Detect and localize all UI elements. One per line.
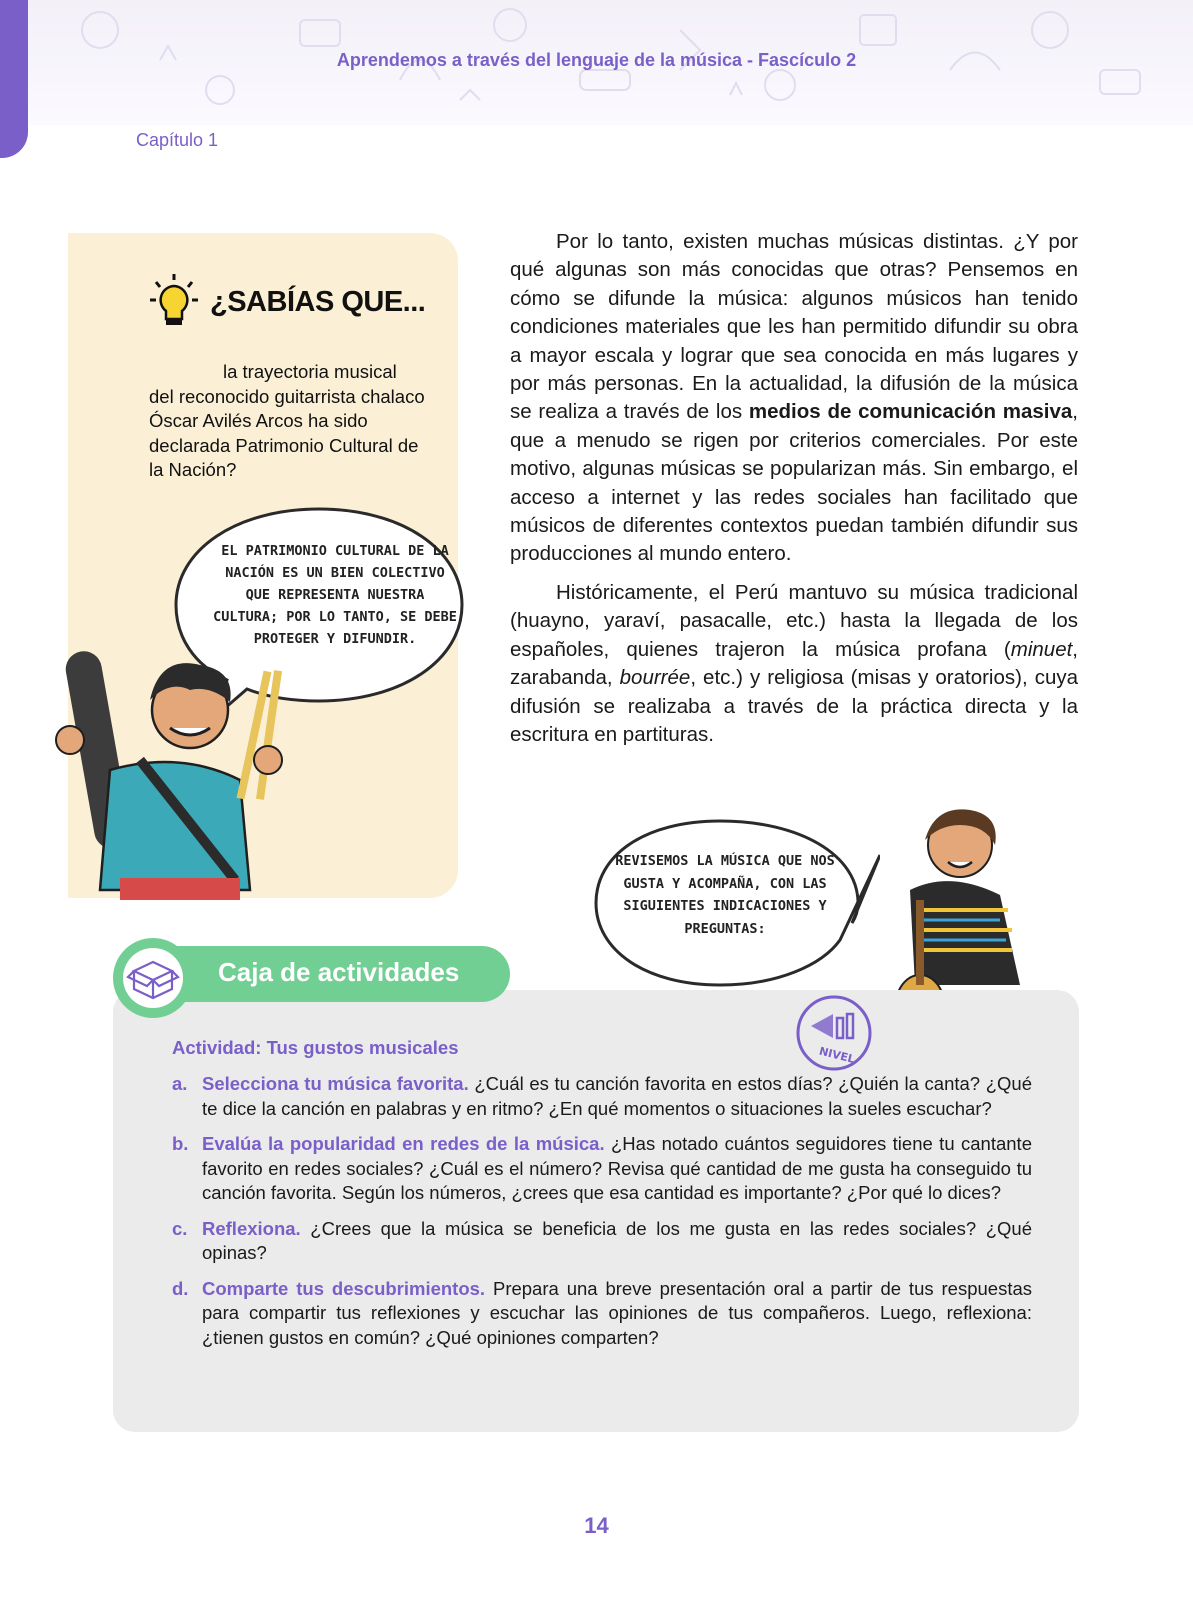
chapter-side-tab — [0, 0, 28, 158]
open-box-icon — [120, 945, 186, 1011]
speech-bubble-2-text: REVISEMOS LA MÚSICA QUE NOS GUSTA Y ACOMPAÑA, CON LAS SIGUIENTES INDICACIONES Y PREGUNTAS: — [615, 853, 835, 937]
activity-item-c: c. Reflexiona. ¿Crees que la música se beneficia de los me gusta en las redes sociales? ¿Qué opinas? — [172, 1217, 1032, 1263]
activity-item-a: a. Selecciona tu música favorita. ¿Cuál es tu canción favorita en estos días? ¿Quién la canta? ¿Qué te dice la canción en palabras y en ritmo? ¿En qué momentos o situaciones la sueles escuchar? — [172, 1073, 1032, 1119]
boy-with-guitar-illustration — [40, 640, 310, 900]
page-number: 14 — [584, 1513, 609, 1538]
paragraph-2: Históricamente, el Perú mantuvo su música tradicional (huayno, yaraví, pasacalle, etc.) hasta la llegada de los españoles, quienes trajeron la música profana (minuet, zarabanda, bourrée, etc.) y religiosa (misas y oratorios), cuya difusión se realizaba a través de la práctica directa y la escritura en partituras. — [510, 580, 1078, 746]
activities-box-title: Caja de actividades — [218, 957, 460, 987]
paragraph-1: Por lo tanto, existen muchas músicas distintas. ¿Y por qué algunas son más conocidas que otras? Pensemos en cómo se difunde la música: algunos músicos han tenido condiciones materiales que les han permitido difundir su obra a mayor escala y lograr que sea conocida en más lugares y por más personas. En la actualidad, la difusión de la música se realiza a través de los medios de comunicación masiva, que a menudo se rigen por criterios comerciales. Por este motivo, algunas músicas se popularizan más. Sin embargo, el acceso a internet y las redes sociales han facilitado que músicos de diferentes contextos puedan también difundir sus producciones al mundo entero. — [510, 230, 1078, 566]
sabias-text-first-line: la trayectoria musical — [223, 361, 397, 382]
activity-title: Actividad: Tus gustos musicales — [172, 1037, 459, 1058]
activity-item-b: b. Evalúa la popularidad en redes de la música. ¿Has notado cuántos seguidores tiene tu cantante favorito en redes sociales? ¿Cuál es el número? Revisa qué cantidad de me gusta ha conseguido tu canción favorita. Según los números, ¿crees que esa cantidad es importante? ¿Por qué lo dices? — [172, 1133, 1032, 1203]
sabias-que-title: ¿SABÍAS QUE... — [210, 286, 426, 318]
speech-bubble-text: EL PATRIMONIO CULTURAL DE LA NACIÓN ES UN BIEN COLECTIVO QUE REPRESENTA NUESTRA CULTURA; POR LO TANTO, SE DEBE PROTEGER Y DIFUNDIR. — [213, 543, 457, 647]
body-text — [510, 228, 1078, 759]
chapter-label: Capítulo 1 — [136, 130, 219, 150]
nivel-stamp-icon — [793, 992, 875, 1074]
lightbulb-icon — [148, 272, 200, 332]
activity-item-d: d. Comparte tus descubrimientos. Prepara una breve presentación oral a partir de tus respuestas para compartir tus reflexiones y escuchar las opiniones de tus compañeros. Luego, reflexiona: ¿tienen gustos en común? ¿Qué opiniones comparten? — [172, 1277, 1032, 1348]
activity-list — [172, 1072, 1032, 1361]
sabias-que-text — [149, 360, 434, 483]
svg-text:NIVEL: NIVEL — [817, 1044, 857, 1066]
sabias-text-rest: del reconocido guitarrista chalaco Óscar Avilés Arcos ha sido declarada Patrimonio Cultural de la Nación? — [149, 385, 425, 480]
header-title: Aprendemos a través del lenguaje de la música - Fascículo 2 — [336, 50, 857, 70]
